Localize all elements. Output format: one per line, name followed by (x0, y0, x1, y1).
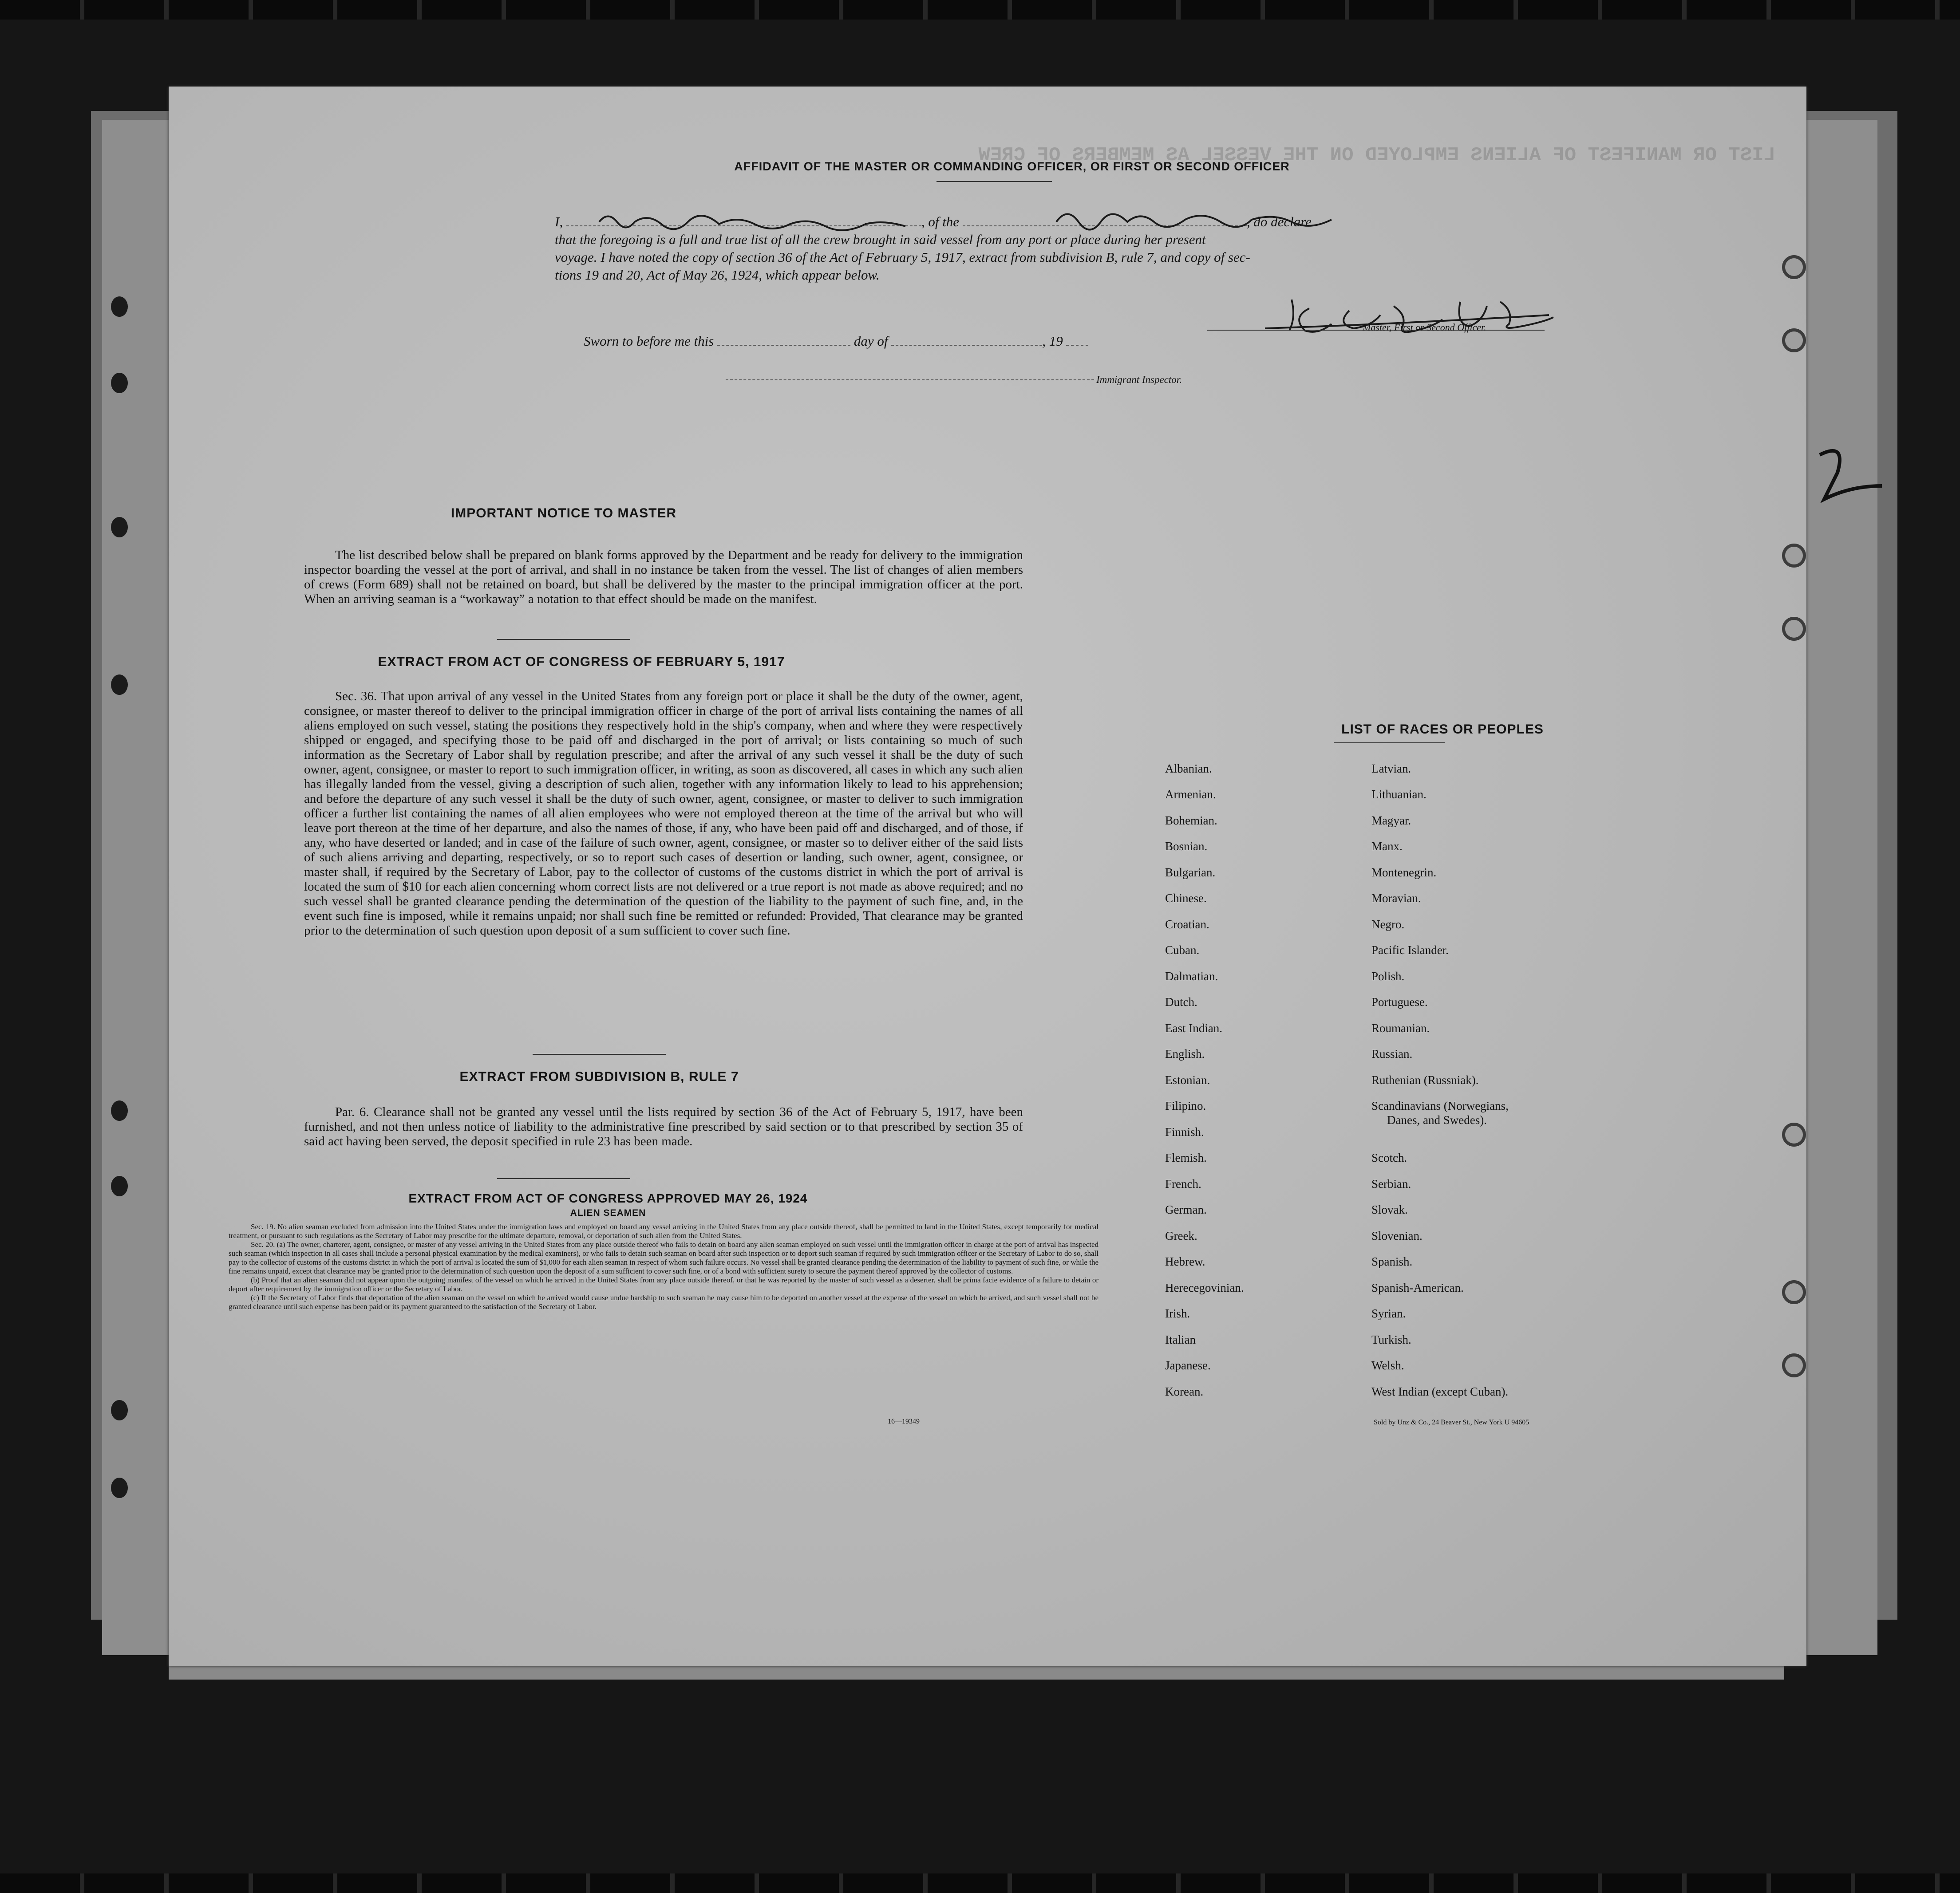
race-item: German. (1165, 1203, 1207, 1216)
section-rule (497, 1178, 630, 1179)
rule7-title: EXTRACT FROM SUBDIVISION B, RULE 7 (459, 1069, 739, 1084)
extract-1924-title: EXTRACT FROM ACT OF CONGRESS APPROVED MAY 26, 1924 (408, 1191, 808, 1205)
race-item: Spanish-American. (1371, 1281, 1464, 1294)
races-rule (1334, 742, 1445, 743)
race-item: Irish. (1165, 1307, 1190, 1320)
title-rule (937, 181, 1052, 182)
race-item: Turkish. (1371, 1333, 1411, 1346)
section-rule (533, 1054, 666, 1055)
race-item: Bosnian. (1165, 840, 1208, 853)
pencil-mark (1811, 442, 1900, 513)
extract-1924-body (229, 1223, 1099, 1311)
form-number: 16—19349 (888, 1418, 920, 1425)
race-item: Cuban. (1165, 943, 1200, 957)
race-item: Herecegovinian. (1165, 1281, 1244, 1294)
ring-hole (1782, 544, 1806, 568)
sec20a-text: Sec. 20. (a) The owner, charterer, agent, consignee, or master of any vessel arriving in the United States from any place outside thereof who fails to detain on board any alien seaman employed on such vessel until the immigration officer in charge at the port of arrival has inspected such seaman (which inspection in all cases shall include a personal physical examination by the medical examiners), or who fails to detain such seaman on board after such inspection or to deport such seaman if required by such immigration officer or the Secretary of Labor to do so, shall pay to the collector of customs of the customs district in which the port of arrival is located the sum of $1,000 for each alien seaman in respect of whom such failure occurs. No vessel shall be granted clearance pending the determination of the liability to payment of such fine, or while the fine remains unpaid, except that clearance may be granted prior to the determination of such question upon the deposit of a sum sufficient to cover such fine, or of a bond with sufficient surety to secure the payment thereof approved by the collector of customs. (229, 1240, 1099, 1275)
binder-hole (111, 1176, 128, 1196)
race-item: Magyar. (1371, 814, 1411, 827)
ring-hole (1782, 255, 1806, 279)
rule7-text: Par. 6. Clearance shall not be granted any vessel until the lists required by section 36 of the Act of February 5, 1917, have been furnished, and not then unless notice of liability to the administrative fine prescribed by said section or to that prescribed by section 35 of said act having been served, the deposit specified in rule 23 has been made. (304, 1105, 1023, 1148)
ring-hole (1782, 1280, 1806, 1304)
race-item: Pacific Islander. (1371, 943, 1449, 957)
binder-hole (111, 1100, 128, 1121)
race-item: Negro. (1371, 918, 1405, 931)
inspector-caption: Immigrant Inspector. (1096, 374, 1182, 385)
alien-seamen-subtitle: ALIEN SEAMEN (570, 1208, 646, 1218)
sworn-date-field[interactable] (717, 345, 850, 346)
race-item: Ruthenian (Russniak). (1371, 1073, 1479, 1087)
handwritten-vessel-name (1052, 206, 1340, 231)
sec20b-text: (b) Proof that an alien seaman did not appear upon the outgoing manifest of the vessel on which he arrived in the United States from any place outside thereof, or that he was reported by the master of such vessel as a deserter, shall be prima facie evidence of a failure to detain or deport after requirement by the immigration officer or the Secretary of Labor. (229, 1276, 1099, 1293)
race-item: Latvian. (1371, 762, 1411, 775)
signature-caption: Master, First or Second Officer. (1363, 322, 1486, 333)
race-item: East Indian. (1165, 1021, 1222, 1035)
page-edge (169, 1666, 1784, 1680)
race-item: Russian. (1371, 1047, 1413, 1061)
race-item: English. (1165, 1047, 1205, 1061)
affidavit-line-3: voyage. I have noted the copy of section 36 of the Act of February 5, 1917, extract from subdivision B, rule 7, and copy of sec- (555, 249, 1250, 265)
affidavit-title: AFFIDAVIT OF THE MASTER OR COMMANDING OFFICER, OR FIRST OR SECOND OFFICER (734, 160, 1290, 173)
race-item: Italian (1165, 1333, 1196, 1346)
race-item: Serbian. (1371, 1177, 1411, 1191)
binder-hole (111, 1478, 128, 1498)
race-item: Montenegrin. (1371, 866, 1437, 879)
extract-1917-text: Sec. 36. That upon arrival of any vessel in the United States from any foreign port or place it shall be the duty of the owner, agent, consignee, or master thereof to deliver to the principal immigration officer in charge of the port of arrival lists containing the names of all aliens employed on such vessel, stating the positions they respectively hold in the ship's company, when and where they were respectively shipped or engaged, and specifying those to be paid off and discharged in the port of arrival; or lists containing so much of such information as the Secretary of Labor shall by regulation prescribe; and after the arrival of any such vessel it shall be the duty of such owner, agent, consignee, or master to report to such immigration officer, in writing, as soon as discovered, all cases in which any such alien has illegally landed from the vessel, giving a description of such alien, together with any information likely to lead to his apprehension; and before the departure of any such vessel it shall be the duty of such owner, agent, consignee, or master to deliver to such immigration officer a further list containing the names of all alien employees who were not employed thereon at the time of the arrival but who will leave port thereon at the time of her departure, and also the names of those, if any, who have been paid off and discharged, and of those, if any, who have deserted or landed; and in case of the failure of such owner, agent, consignee, or master so to deliver either of the said lists of such aliens arriving and departing, respectively, or so to report such cases of desertion or landing, such owner, agent, consignee, or master shall, if required by the Secretary of Labor, pay to the collector of customs of the customs district in which the port of arrival is located the sum of $10 for each alien concerning whom correct lists are not delivered or a true report is not made as above required; and no such vessel shall be granted clearance pending the determination of the question of the liability to the payment of such fine, and, in the event such fine is imposed, while it remains unpaid; nor shall such fine be remitted or refunded: Provided, That clearance may be granted prior to the determination of such question upon deposit of a sum sufficient to cover such fine. (304, 689, 1023, 938)
race-item: Korean. (1165, 1385, 1204, 1398)
race-item: Albanian. (1165, 762, 1212, 775)
race-item: Japanese. (1165, 1359, 1211, 1372)
binder-hole (111, 674, 128, 695)
race-item: Spanish. (1371, 1255, 1413, 1268)
race-item: Manx. (1371, 840, 1403, 853)
race-item: Armenian. (1165, 788, 1216, 801)
race-item: Croatian. (1165, 918, 1209, 931)
affidavit-line-4: tions 19 and 20, Act of May 26, 1924, which appear below. (555, 267, 880, 283)
race-item: West Indian (except Cuban). (1371, 1385, 1509, 1398)
race-item: Welsh. (1371, 1359, 1404, 1372)
races-title: LIST OF RACES OR PEOPLES (1341, 722, 1544, 737)
race-item: Chinese. (1165, 891, 1207, 905)
race-item: Polish. (1371, 970, 1405, 983)
race-item: Slovak. (1371, 1203, 1408, 1216)
binder-hole (111, 1400, 128, 1420)
handwritten-signature (1252, 293, 1607, 342)
bleed-through-header: LIST OR MANIFEST OF ALIENS EMPLOYED ON THE VESSEL AS MEMBERS OF CREW (978, 144, 1775, 166)
sec19-text: Sec. 19. No alien seaman excluded from admission into the United States under the immigration laws and employed on board any vessel arriving in the United States from any place outside thereof, shall be permitted to land in the United States, except temporarily for medical treatment, or pursuant to such regulations as the Secretary of Labor may prescribe for the ultimate departure, removal, or deportation of such alien from the United States. (229, 1223, 1099, 1240)
sec20c-text: (c) If the Secretary of Labor finds that deportation of the alien seaman on the vessel on which he arrived would cause undue hardship to such seaman he may cause him to be deported on another vessel at the expense of the vessel on which he arrived, and such vessel shall not be granted clearance until such expense has been paid or its payment guaranteed to the satisfaction of the Secretary of Labor. (229, 1294, 1099, 1311)
race-item: Danes, and Swedes). (1387, 1113, 1487, 1127)
race-item: Slovenian. (1371, 1229, 1423, 1242)
race-item: Moravian. (1371, 891, 1421, 905)
race-item: Finnish. (1165, 1125, 1204, 1139)
race-item: Scandinavians (Norwegians, (1371, 1099, 1509, 1112)
affidavit-line-1: I, , of the , do declare (555, 214, 1312, 229)
race-item: Flemish. (1165, 1151, 1207, 1164)
inspector-line (726, 379, 1094, 380)
race-item: Syrian. (1371, 1307, 1406, 1320)
race-item: Hebrew. (1165, 1255, 1205, 1268)
sworn-year-field[interactable] (1066, 345, 1088, 346)
binder-hole (111, 373, 128, 393)
race-item: Greek. (1165, 1229, 1197, 1242)
section-rule (497, 639, 630, 640)
race-item: Scotch. (1371, 1151, 1407, 1164)
film-strip-bottom (0, 1873, 1960, 1893)
sworn-month-field[interactable] (891, 345, 1042, 346)
ring-hole (1782, 1123, 1806, 1147)
race-item: Bohemian. (1165, 814, 1217, 827)
sworn-line: Sworn to before me this day of , 19 (584, 333, 1088, 349)
ring-hole (1782, 617, 1806, 641)
races-right-column (1371, 762, 1620, 1428)
races-left-column (1165, 762, 1365, 1428)
race-item: Dutch. (1165, 995, 1197, 1009)
notice-text: The list described below shall be prepared on blank forms approved by the Department and be ready for delivery to the immigration inspector boarding the vessel at the port of arrival, and shall in no instance be taken from the vessel. The list of changes of alien members of crews (Form 689) shall not be retained on board, but shall be delivered by the master to the principal immigration officer at the port. When an arriving seaman is a “workaway” a notation to that effect should be made on the manifest. (304, 548, 1023, 606)
affidavit-line-2: that the foregoing is a full and true list of all the crew brought in said vessel from any port or place during her present (555, 232, 1206, 247)
races-footer: Sold by Unz & Co., 24 Beaver St., New York U 94605 (1374, 1419, 1529, 1426)
handwritten-master-name (595, 209, 941, 231)
race-item: Lithuanian. (1371, 788, 1427, 801)
race-item: Dalmatian. (1165, 970, 1218, 983)
race-item: Estonian. (1165, 1073, 1210, 1087)
document-page (169, 87, 1806, 1666)
race-item: Filipino. (1165, 1099, 1206, 1112)
binder-hole (111, 517, 128, 537)
extract-1917-title: EXTRACT FROM ACT OF CONGRESS OF FEBRUARY 5, 1917 (378, 655, 785, 669)
race-item: French. (1165, 1177, 1201, 1191)
ring-hole (1782, 328, 1806, 352)
race-item: Portuguese. (1371, 995, 1428, 1009)
race-item: Bulgarian. (1165, 866, 1216, 879)
ring-hole (1782, 1353, 1806, 1377)
notice-title: IMPORTANT NOTICE TO MASTER (450, 506, 677, 521)
race-item: Roumanian. (1371, 1021, 1430, 1035)
film-strip-top (0, 0, 1960, 20)
binder-hole (111, 296, 128, 317)
